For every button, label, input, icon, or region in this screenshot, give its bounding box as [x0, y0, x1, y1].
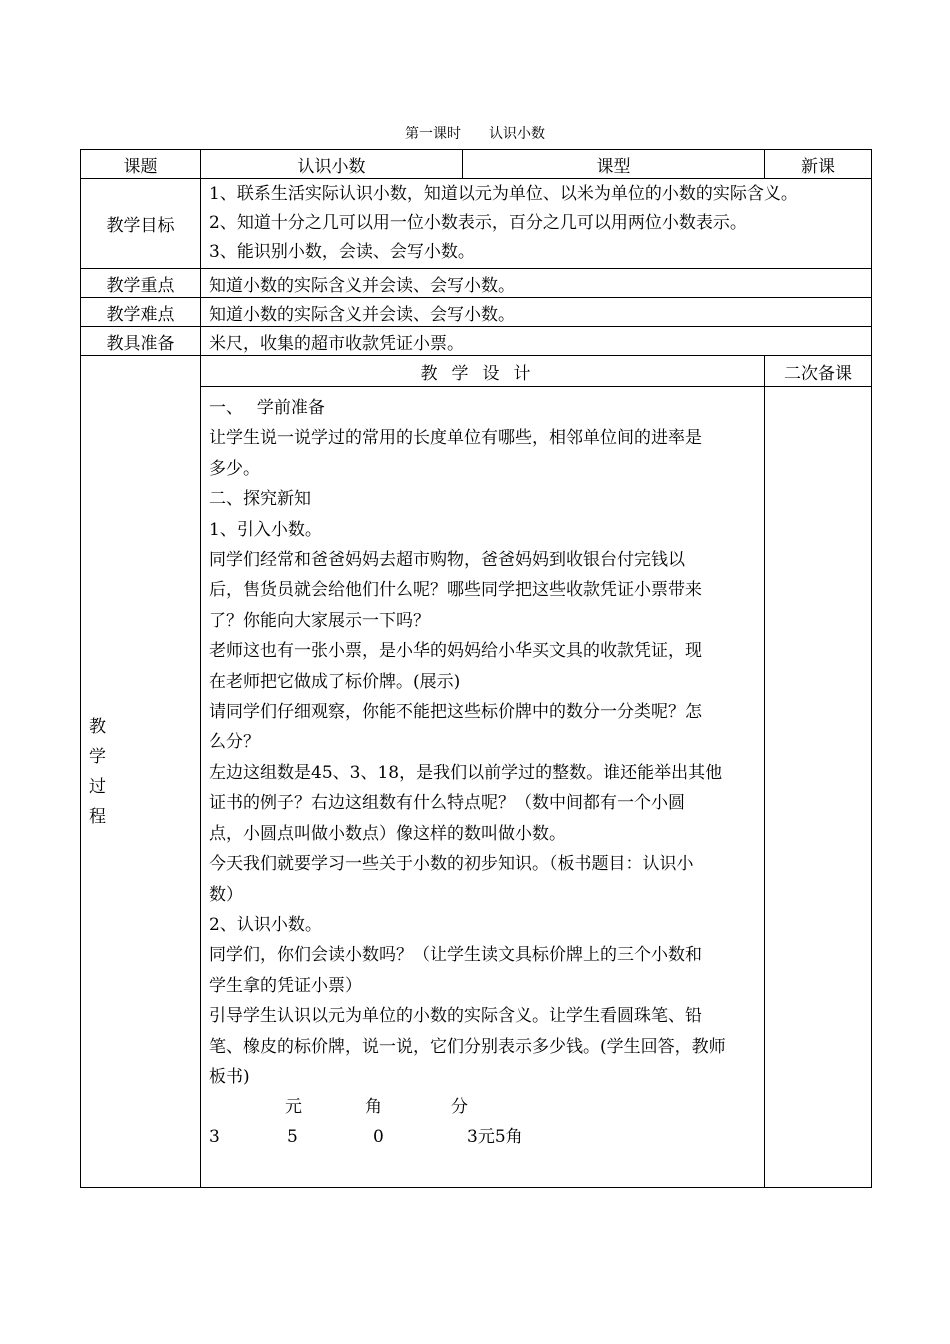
process-line: 么分？ — [209, 732, 260, 753]
goal-item: 1、联系生活实际认识小数，知道以元为单位、以米为单位的小数的实际含义。 — [209, 184, 798, 204]
difficulty-label: 教学难点 — [81, 298, 201, 327]
process-line: 让学生说一说学过的常用的长度单位有哪些，相邻单位间的进率是 — [209, 428, 702, 449]
process-line: 请同学们仔细观察，你能不能把这些标价牌中的数分一分类呢？怎 — [209, 702, 702, 723]
header-row — [81, 150, 872, 179]
unit-yuan: 元 — [285, 1097, 302, 1118]
value-fen: 0 — [373, 1127, 384, 1148]
process-line: 点，小圆点叫做小数点）像这样的数叫做小数。 — [209, 823, 566, 844]
unit-fen: 分 — [451, 1097, 468, 1118]
process-line: 同学们经常和爸爸妈妈去超市购物，爸爸妈妈到收银台付完钱以 — [209, 550, 685, 571]
process-line: 老师这也有一张小票，是小华的妈妈给小华买文具的收款凭证，现 — [209, 641, 702, 662]
process-label-char: 教 — [89, 716, 106, 737]
process-content — [201, 387, 765, 1188]
difficulty-row — [81, 298, 872, 327]
difficulty-value: 知道小数的实际含义并会读、会写小数。 — [201, 298, 872, 327]
type-value: 新课 — [765, 150, 872, 179]
process-line: 左边这组数是45、3、18，是我们以前学过的整数。谁还能举出其他 — [209, 762, 723, 783]
value-yuan: 3 — [209, 1127, 220, 1148]
type-label: 课型 — [463, 150, 765, 179]
process-label-char: 学 — [89, 746, 106, 767]
goal-item: 2、知道十分之几可以用一位小数表示，百分之几可以用两位小数表示。 — [209, 213, 747, 233]
process-line: 1、引入小数。 — [209, 519, 322, 540]
process-label-char: 程 — [89, 806, 106, 827]
page-title: 第一课时 认识小数 — [405, 126, 545, 142]
goals-label: 教学目标 — [81, 179, 201, 269]
process-line: 了？你能向大家展示一下吗？ — [209, 610, 430, 631]
key-point-label: 教学重点 — [81, 269, 201, 298]
second-prep-header: 二次备课 — [765, 356, 872, 387]
process-line: 今天我们就要学习一些关于小数的初步知识。（板书题目：认识小 — [209, 854, 694, 875]
goal-item: 3、能识别小数，会读、会写小数。 — [209, 242, 475, 262]
process-line: 数） — [209, 884, 243, 905]
process-label-char: 过 — [89, 776, 106, 797]
second-prep-content — [765, 387, 872, 1188]
process-line: 二、探究新知 — [209, 489, 311, 510]
process-line: 学生拿的凭证小票） — [209, 975, 362, 996]
goals-row — [81, 179, 872, 269]
units-row — [209, 1092, 756, 1122]
process-line: 在老师把它做成了标价牌。(展示) — [209, 671, 461, 692]
key-point-value: 知道小数的实际含义并会读、会写小数。 — [201, 269, 872, 298]
materials-value: 米尺，收集的超市收款凭证小票。 — [201, 327, 872, 356]
unit-jiao: 角 — [365, 1097, 382, 1118]
process-line: 后，售货员就会给他们什么呢？哪些同学把这些收款凭证小票带来 — [209, 580, 702, 601]
process-line: 笔、橡皮的标价牌，说一说，它们分别表示多少钱。(学生回答，教师 — [209, 1036, 726, 1057]
value-reading: 3元5角 — [467, 1127, 523, 1148]
process-line: 引导学生认识以元为单位的小数的实际含义。让学生看圆珠笔、铅 — [209, 1006, 702, 1027]
process-line: 多少。 — [209, 458, 260, 479]
key-point-row — [81, 269, 872, 298]
process-line: 板书) — [209, 1066, 250, 1087]
materials-row — [81, 327, 872, 356]
lesson-plan-table — [80, 149, 872, 1188]
design-header: 教学设计 — [201, 356, 765, 387]
process-line: 2、认识小数。 — [209, 914, 322, 935]
goals-content — [201, 179, 872, 269]
value-jiao: 5 — [287, 1127, 298, 1148]
process-line: 证书的例子？右边这组数有什么特点呢？（数中间都有一个小圆 — [209, 793, 685, 814]
process-label — [81, 356, 201, 1188]
topic-label: 课题 — [81, 150, 201, 179]
values-row — [209, 1122, 756, 1152]
materials-label: 教具准备 — [81, 327, 201, 356]
topic-value: 认识小数 — [201, 150, 463, 179]
design-header-row — [81, 356, 872, 387]
process-line: 一、 学前准备 — [209, 398, 325, 418]
process-line: 同学们，你们会读小数吗？（让学生读文具标价牌上的三个小数和 — [209, 945, 702, 966]
